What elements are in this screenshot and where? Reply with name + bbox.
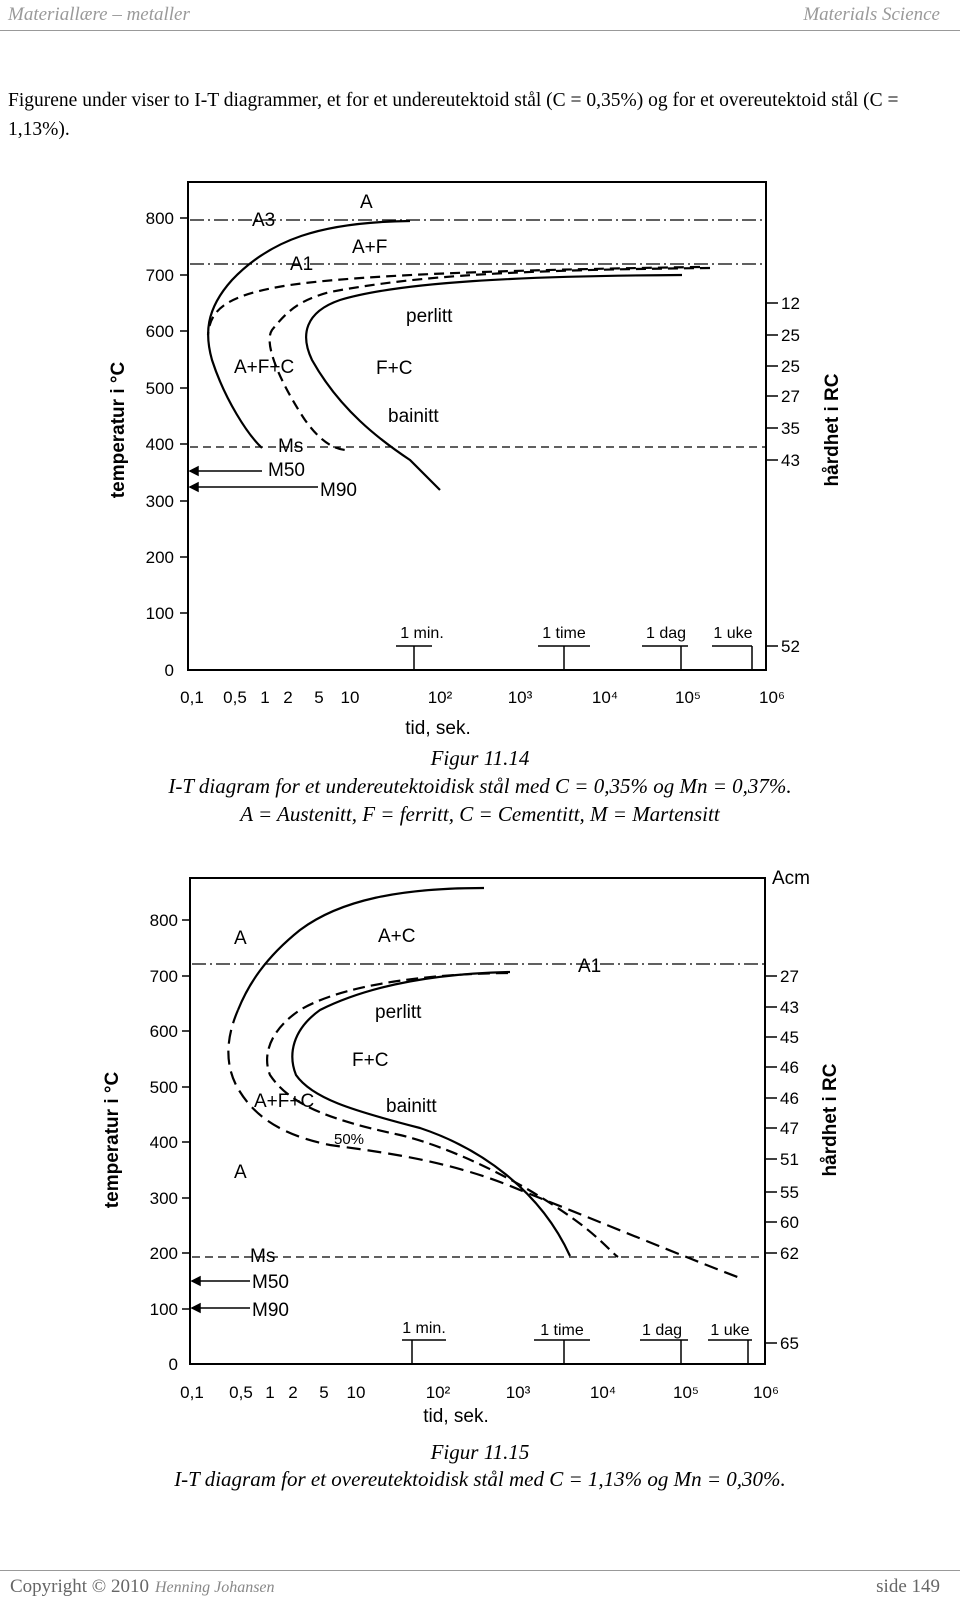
y-tick-labels <box>150 911 178 1374</box>
x-tick-label: 0,5 <box>229 1383 253 1402</box>
y-tick-label: 800 <box>145 209 174 228</box>
hardness-label: 27 <box>780 967 799 986</box>
y-tick-label: 600 <box>145 322 174 341</box>
y-tick-marks <box>182 920 190 1309</box>
x-tick-label: 10³ <box>505 1383 531 1402</box>
region-label: perlitt <box>406 306 453 327</box>
x-tick-label: 10⁵ <box>673 1383 699 1402</box>
x-tick-labels <box>180 1383 779 1402</box>
y-tick-label: 800 <box>149 911 178 930</box>
footer-left <box>10 1576 275 1598</box>
y-tick-label: 500 <box>149 1078 178 1097</box>
hardness-ticks <box>766 303 778 646</box>
line-label: M50 <box>252 1272 289 1293</box>
x-tick-label: 0,1 <box>180 688 204 707</box>
finish-curve <box>306 275 682 490</box>
page-number: side 149 <box>876 1576 940 1597</box>
y-axis-label: temperatur i °C <box>108 361 129 499</box>
line-label: M90 <box>320 480 357 501</box>
x-tick-label: 10⁶ <box>759 688 785 707</box>
y-tick-labels <box>146 209 174 680</box>
page-header <box>0 0 960 32</box>
x-tick-label: 1 <box>260 688 270 707</box>
y-tick-label: 600 <box>149 1022 178 1041</box>
y-tick-label: 700 <box>149 967 178 986</box>
hardness-label: 51 <box>780 1150 799 1169</box>
footer-divider <box>0 1570 960 1571</box>
fifty-percent-dashed <box>267 973 618 1257</box>
x-tick-label: 10 <box>340 688 360 707</box>
y-tick-marks <box>180 218 188 613</box>
time-mark-label: 1 time <box>542 625 586 642</box>
hardness-label: 25 <box>781 357 800 376</box>
line-label: Ms <box>250 1246 276 1267</box>
hardness-labels <box>780 967 799 1353</box>
hardness-label: 27 <box>781 387 800 406</box>
x-tick-label: 10⁴ <box>589 1383 617 1402</box>
hardness-label: 12 <box>781 294 800 313</box>
hardness-label: 43 <box>780 998 799 1017</box>
line-label: A1 <box>290 254 314 275</box>
author-signature: Henning Johansen <box>155 1579 275 1596</box>
y-tick-label: 200 <box>149 1244 178 1263</box>
x-tick-label: 10² <box>427 688 453 707</box>
region-label: F+C <box>352 1050 389 1071</box>
hardness-label: 35 <box>781 419 800 438</box>
x-tick-label: 0,1 <box>180 1383 204 1402</box>
martensite-arrows <box>192 1277 250 1312</box>
y-tick-label: 700 <box>145 266 174 285</box>
x-tick-label: 10⁵ <box>675 688 701 707</box>
plot-frame <box>188 182 766 670</box>
hardness-label: 62 <box>780 1244 799 1263</box>
figure1-caption-line2: A = Austenitt, F = ferritt, C = Cementitt, M = Martensitt <box>240 802 720 826</box>
it-diagram-1 <box>0 160 960 760</box>
region-label: A <box>234 1162 247 1183</box>
y-tick-label: 200 <box>145 548 174 567</box>
hardness-label: 45 <box>780 1028 799 1047</box>
figure1-caption-number: Figur 11.14 <box>430 746 530 770</box>
figure2-caption-number: Figur 11.15 <box>430 1440 530 1464</box>
y-tick-label: 300 <box>145 492 174 511</box>
hardness-label: 55 <box>780 1183 799 1202</box>
x-tick-label: 10³ <box>507 688 533 707</box>
hardness-label: 60 <box>780 1213 799 1232</box>
x-tick-label: 2 <box>283 688 293 707</box>
f-c-start-dashed <box>270 268 710 450</box>
hardness-label: 43 <box>781 451 800 470</box>
time-mark-label: 1 min. <box>402 1320 446 1337</box>
header-right: Materials Science <box>803 4 940 25</box>
hardness-ticks <box>765 976 777 1343</box>
region-label: A+C <box>378 926 416 947</box>
region-label: bainitt <box>386 1096 437 1117</box>
time-mark-label: 1 dag <box>641 1322 683 1339</box>
x-axis-label: tid, sek. <box>405 718 471 739</box>
line-label: Acm <box>772 868 810 889</box>
hardness-label: 25 <box>781 326 800 345</box>
hardness-labels <box>781 294 800 656</box>
line-label: A1 <box>578 956 602 977</box>
region-label: A <box>360 192 373 213</box>
time-mark-label: 1 uke <box>710 1322 750 1339</box>
time-mark-label: 1 uke <box>713 625 753 642</box>
x-tick-label: 10⁴ <box>591 688 619 707</box>
x-tick-labels <box>180 688 785 707</box>
time-mark-labels <box>400 625 752 642</box>
header-divider <box>0 30 960 31</box>
region-labels <box>234 192 453 501</box>
x-tick-label: 10 <box>346 1383 366 1402</box>
y-tick-label: 100 <box>145 604 174 623</box>
hardness-label: 65 <box>780 1334 799 1353</box>
hardness-label: 52 <box>781 637 800 656</box>
time-mark-label: 1 time <box>540 1322 584 1339</box>
start-curve-dashed <box>228 1010 740 1278</box>
y-tick-label: 0 <box>164 661 174 680</box>
region-label: A <box>234 928 247 949</box>
page-footer <box>0 1570 960 1605</box>
copyright-text: Copyright © 2010 <box>10 1576 149 1597</box>
figure-11-15 <box>0 860 960 1500</box>
region-label: perlitt <box>375 1002 422 1023</box>
figure2-caption-line1: I-T diagram for et overeutektoidisk stål med C = 1,13% og Mn = 0,30%. <box>174 1467 786 1491</box>
hardness-axis-label: hårdhet i RC <box>820 1063 841 1177</box>
hardness-label: 46 <box>780 1058 799 1077</box>
region-label: A+F <box>352 237 388 258</box>
time-mark-label: 1 min. <box>400 625 444 642</box>
figure-11-14 <box>0 160 960 860</box>
header-left: Materiallære – metaller <box>8 4 190 25</box>
x-tick-label: 1 <box>265 1383 275 1402</box>
x-tick-label: 10⁶ <box>753 1383 779 1402</box>
acm-curve <box>238 888 484 1010</box>
y-tick-label: 400 <box>149 1133 178 1152</box>
y-tick-label: 0 <box>168 1355 178 1374</box>
x-tick-label: 5 <box>319 1383 329 1402</box>
x-axis-label: tid, sek. <box>423 1406 489 1427</box>
transformation-curves <box>228 888 740 1278</box>
region-label: A+F+C <box>234 357 295 378</box>
time-mark-label: 1 dag <box>645 625 687 642</box>
x-tick-label: 0,5 <box>223 688 247 707</box>
region-label: bainitt <box>388 406 439 427</box>
x-tick-label: 2 <box>288 1383 298 1402</box>
line-label: M90 <box>252 1300 289 1321</box>
hardness-label: 47 <box>780 1119 799 1138</box>
time-mark-brackets <box>396 646 752 670</box>
region-label: 50% <box>334 1131 365 1148</box>
reference-lines <box>190 220 766 447</box>
intro-paragraph: Figurene under viser to I-T diagrammer, et for et undereutektoid stål (C = 0,35%) og for et overeutektoid stål (C = 1,13%). <box>8 90 899 140</box>
hardness-label: 46 <box>780 1089 799 1108</box>
hardness-axis-label: hårdhet i RC <box>822 373 843 487</box>
line-label: A3 <box>252 210 276 231</box>
time-mark-labels <box>402 1320 749 1339</box>
time-mark-brackets <box>402 1340 752 1364</box>
figure1-caption-line1: I-T diagram for et undereutektoidisk stål med C = 0,35% og Mn = 0,37%. <box>168 774 792 798</box>
x-tick-label: 5 <box>314 688 324 707</box>
y-tick-label: 500 <box>145 379 174 398</box>
x-tick-label: 10² <box>425 1383 451 1402</box>
y-tick-label: 300 <box>149 1189 178 1208</box>
y-axis-label: temperatur i °C <box>102 1071 123 1209</box>
y-tick-label: 400 <box>145 435 174 454</box>
line-label: Ms <box>278 436 304 457</box>
line-label: M50 <box>268 460 305 481</box>
y-tick-label: 100 <box>149 1300 178 1319</box>
it-diagram-2 <box>0 860 960 1435</box>
region-label: A+F+C <box>254 1091 315 1112</box>
region-label: F+C <box>376 358 413 379</box>
